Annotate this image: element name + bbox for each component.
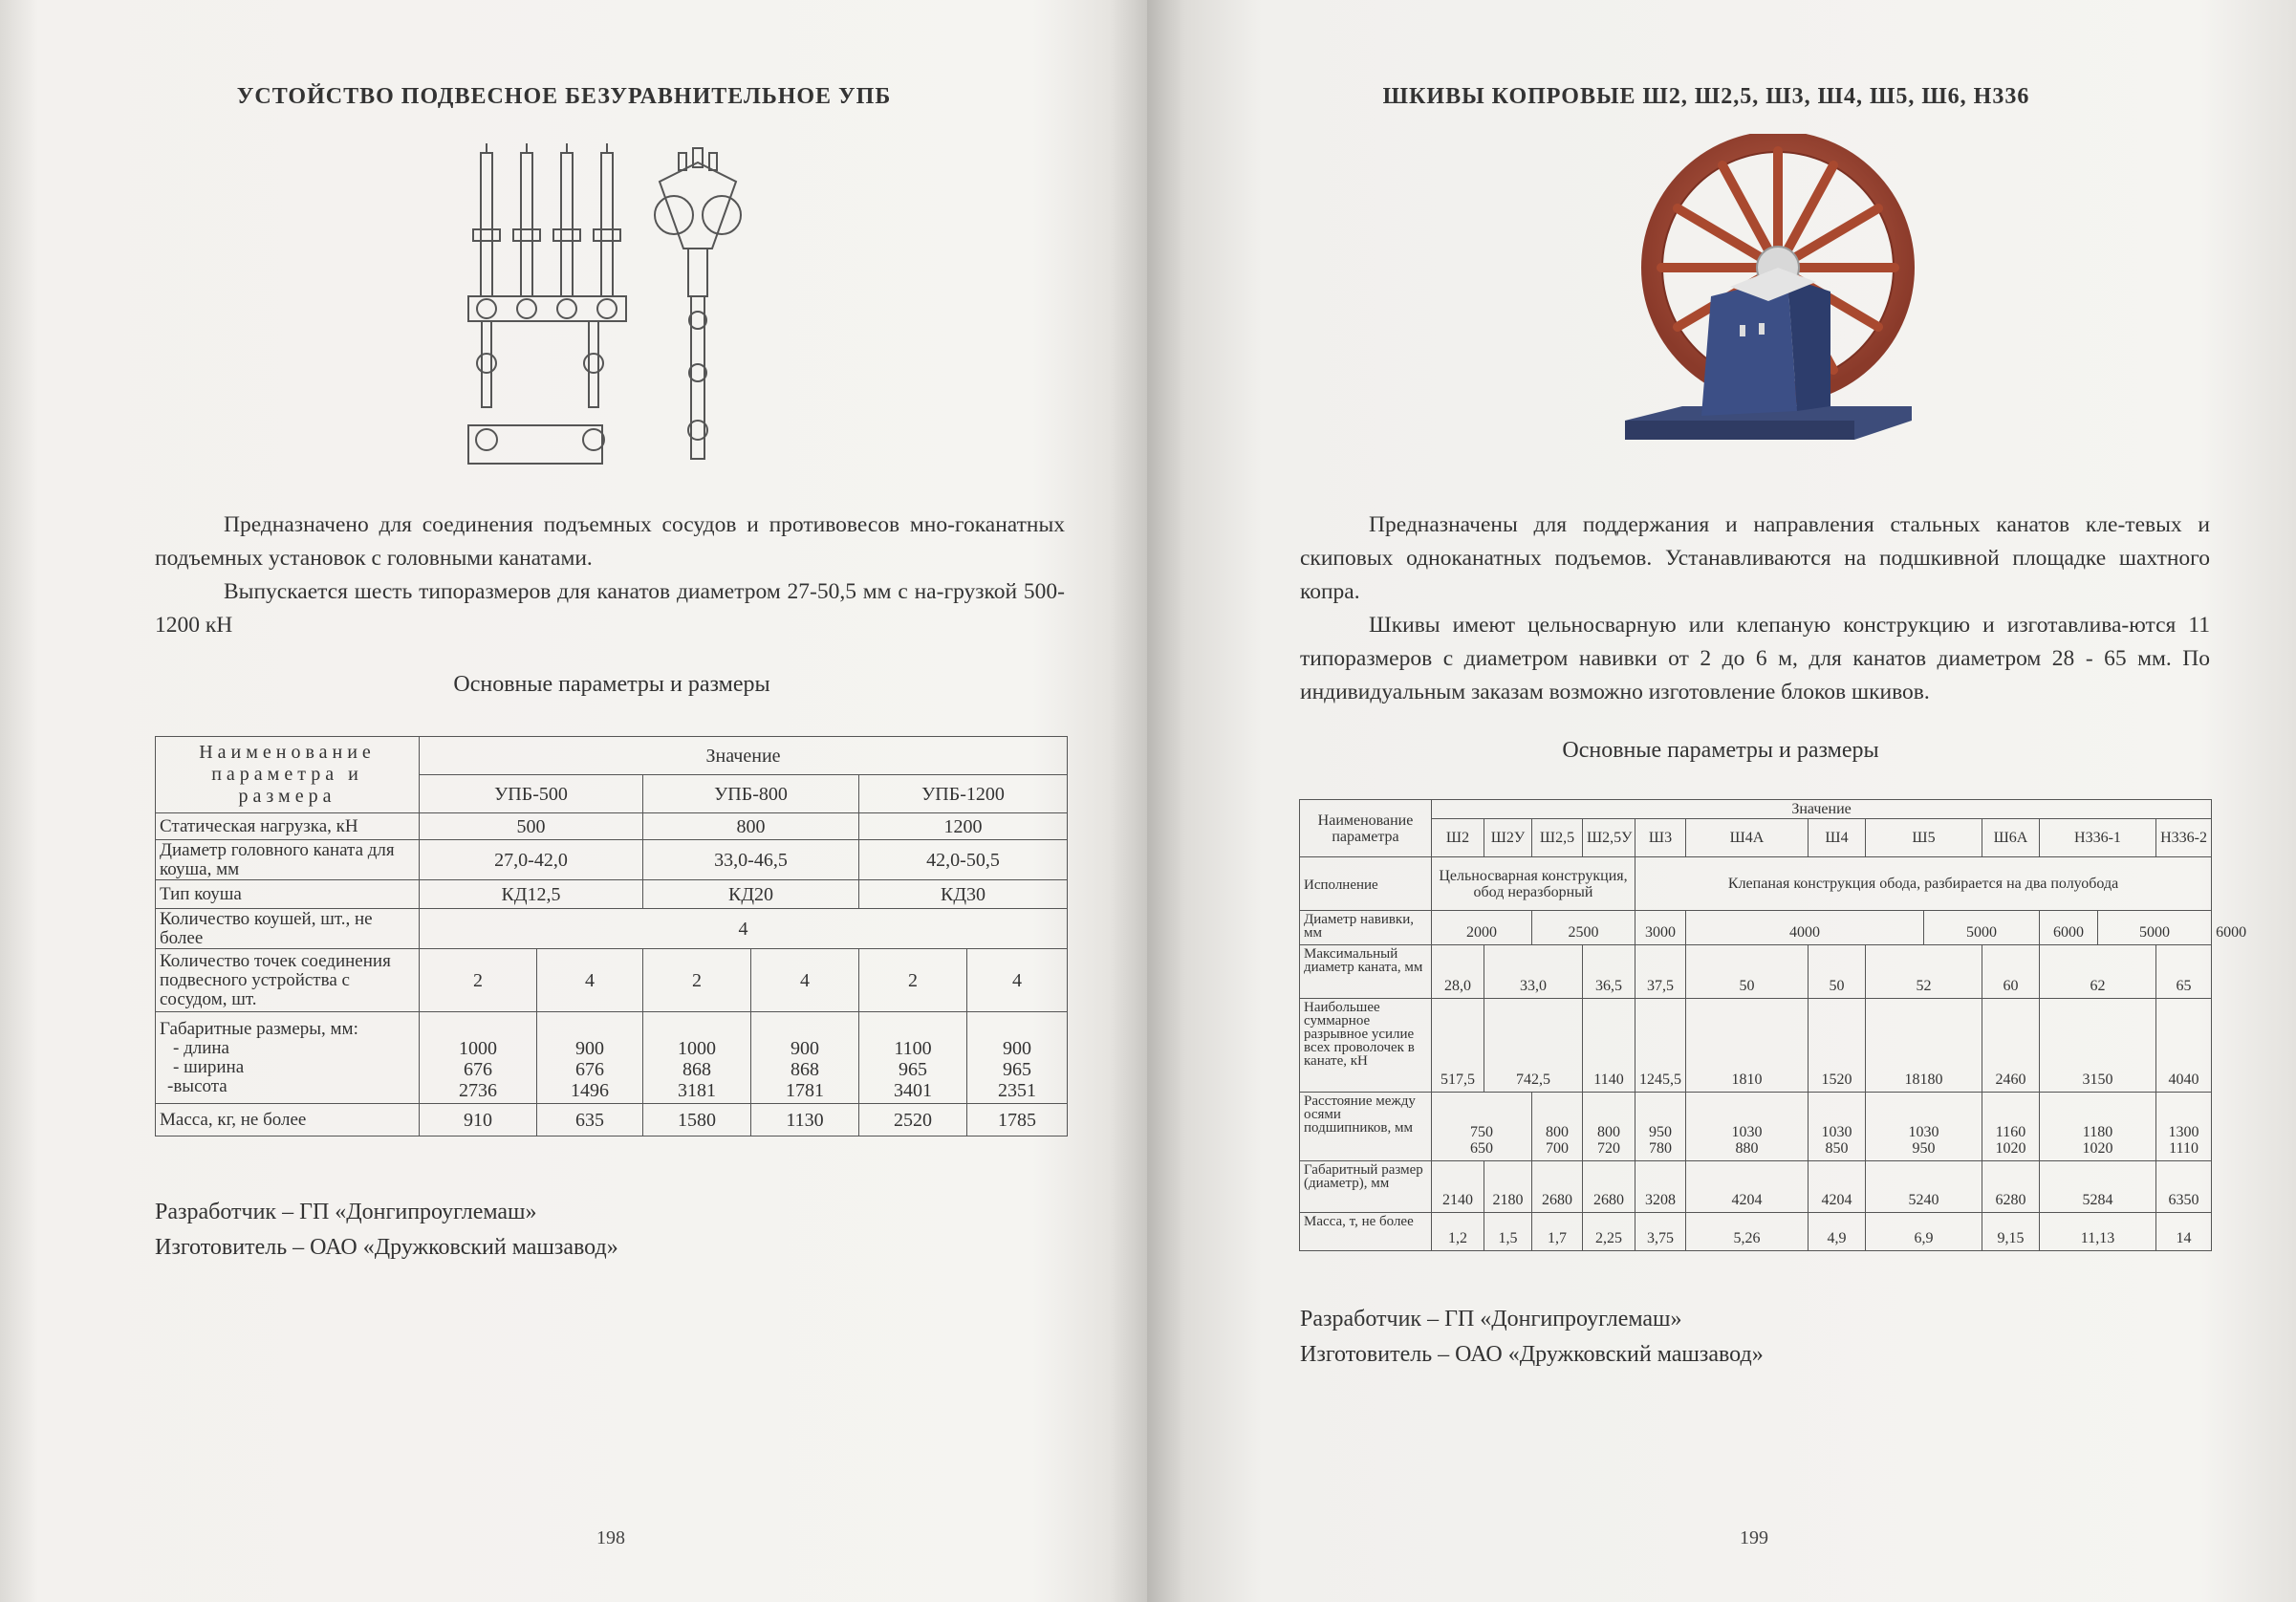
table-row: Количество коушей, шт., не более 4 xyxy=(156,909,1068,949)
left-credits xyxy=(155,1195,618,1266)
manufacturer-text: Изготовитель – ОАО «Дружковский машзавод» xyxy=(1300,1342,1764,1367)
left-description xyxy=(155,509,1065,642)
table-row: Диаметр навивки, мм 2000 2500 3000 4000 5000 6000 5000 6000 xyxy=(1300,911,2212,945)
right-page xyxy=(1147,0,2296,1602)
left-page xyxy=(0,0,1147,1602)
left-table-caption: Основные параметры и размеры xyxy=(453,672,770,697)
table-row: Количество точек соединения подвесного устройства с сосудом, шт. 2 4 2 4 2 4 xyxy=(156,949,1068,1012)
developer-text: Разработчик – ГП «Донгипроуглемаш» xyxy=(155,1200,537,1224)
table-row: Статическая нагрузка, кН 500 800 1200 xyxy=(156,813,1068,840)
left-paragraph-1: Предназначено для соединения подъемных сосудов и противовесов мно-гоканатных подъемных установок с головными канатами. xyxy=(155,512,1065,571)
left-paragraph-2: Выпускается шесть типоразмеров для канатов диаметром 27-50,5 мм с на-грузкой 500-1200 кН xyxy=(155,579,1065,638)
manufacturer-text: Изготовитель – ОАО «Дружковский машзавод» xyxy=(155,1235,618,1260)
suspension-device-drawing xyxy=(459,143,765,473)
sheave-wheel-photo xyxy=(1625,134,1931,483)
header-parameter-name: Наименование параметра и размера xyxy=(156,737,420,813)
table-row: Диаметр головного каната для коуша, мм 27,0-42,0 33,0-46,5 42,0-50,5 xyxy=(156,840,1068,880)
table-row: Наибольшее суммарное разрывное усилие всех проволочек в канате, кН 517,5 742,5 1140 1245,5 1810 1520 18180 2460 3150 4040 xyxy=(1300,999,2212,1093)
header-value: Значение xyxy=(420,737,1068,775)
developer-text: Разработчик – ГП «Донгипроуглемаш» xyxy=(1300,1307,1682,1331)
model-upb-800: УПБ-800 xyxy=(643,775,859,813)
table-row: Максимальный диаметр каната, мм 28,0 33,0 36,5 37,5 50 50 52 60 62 65 xyxy=(1300,945,2212,999)
model-upb-1200: УПБ-1200 xyxy=(859,775,1068,813)
table-row: Масса, кг, не более 910 635 1580 1130 2520 1785 xyxy=(156,1104,1068,1137)
sheave-parameters-table: Наименование параметра Значение Ш2 Ш2У Ш2,5 Ш2,5У Ш3 Ш4А Ш4 Ш5 Ш6А Н336-1 Н336-2 Исполнение Цельносварная конструкция, обод неразборный Клепаная конструкция обода, разбирается на два полуобода Диаметр навивки, мм 2000 2500 3000 4000 5000 6000 5000 6000 Максимальный диаметр каната, мм 28,0 33,0 36,5 37,5 50 50 52 60 62 65 Наибольшее суммарное разрывное усилие всех проволочек в канате, кН 517,5 742,5 1140 1245,5 1810 1520 18180 2460 3150 4040 Расстояние между осями подшипников, мм 750 650 800 700 800 720 950 780 1030 880 1030 850 1030 950 1160 1020 1180 1020 1300 1110 Габаритный размер (диаметр), мм 2140 2180 2680 2680 3208 4204 4204 5240 6280 5284 6350 Масса, т, не более 1,2 1,5 1,7 2,25 3,75 5,26 4,9 6,9 9,15 11,13 14 xyxy=(1299,799,2212,1251)
page-number-left: 198 xyxy=(596,1527,625,1548)
upb-parameters-table xyxy=(155,736,1068,1137)
table-row: Исполнение Цельносварная конструкция, обод неразборный Клепаная конструкция обода, разбирается на два полуобода xyxy=(1300,857,2212,911)
right-paragraph-2: Шкивы имеют цельносварную или клепаную конструкцию и изготавлива-ются 11 типоразмеров с диаметром навивки от 2 до 6 м, для канатов диаметром 28 - 65 мм. По индивидуальным заказам возможно изготовление блоков шкивов. xyxy=(1300,613,2210,704)
table-row: Тип коуша КД12,5 КД20 КД30 xyxy=(156,880,1068,909)
right-paragraph-1: Предназначены для поддержания и направления стальных канатов кле-тевых и скиповых одноканатных подъемов. Устанавливаются на подшкивной площадке шахтного копра. xyxy=(1300,512,2210,604)
table-row: Масса, т, не более 1,2 1,5 1,7 2,25 3,75 5,26 4,9 6,9 9,15 11,13 14 xyxy=(1300,1213,2212,1251)
right-credits xyxy=(1300,1302,1764,1373)
table-row: Габаритный размер (диаметр), мм 2140 2180 2680 2680 3208 4204 4204 5240 6280 5284 6350 xyxy=(1300,1161,2212,1213)
right-page-title: ШКИВЫ КОПРОВЫЕ Ш2, Ш2,5, Ш3, Ш4, Ш5, Ш6, Н336 xyxy=(1382,84,2030,109)
header-value: Значение xyxy=(1432,800,2212,819)
page-number-right: 199 xyxy=(1740,1527,1768,1548)
header-parameter-name: Наименование параметра xyxy=(1300,800,1432,857)
right-description xyxy=(1300,509,2210,709)
table-row: Габаритные размеры, мм: - длина - ширина -высота 1000 676 2736 900 676 1496 1000 868 3181 900 868 1781 1100 965 3401 900 965 2351 xyxy=(156,1012,1068,1104)
model-upb-500: УПБ-500 xyxy=(420,775,643,813)
right-table-caption: Основные параметры и размеры xyxy=(1562,738,1879,763)
table-row: Расстояние между осями подшипников, мм 750 650 800 700 800 720 950 780 1030 880 1030 850 1030 950 1160 1020 1180 1020 1300 1110 xyxy=(1300,1093,2212,1161)
left-page-title: УСТОЙСТВО ПОДВЕСНОЕ БЕЗУРАВНИТЕЛЬНОЕ УПБ xyxy=(236,84,892,109)
